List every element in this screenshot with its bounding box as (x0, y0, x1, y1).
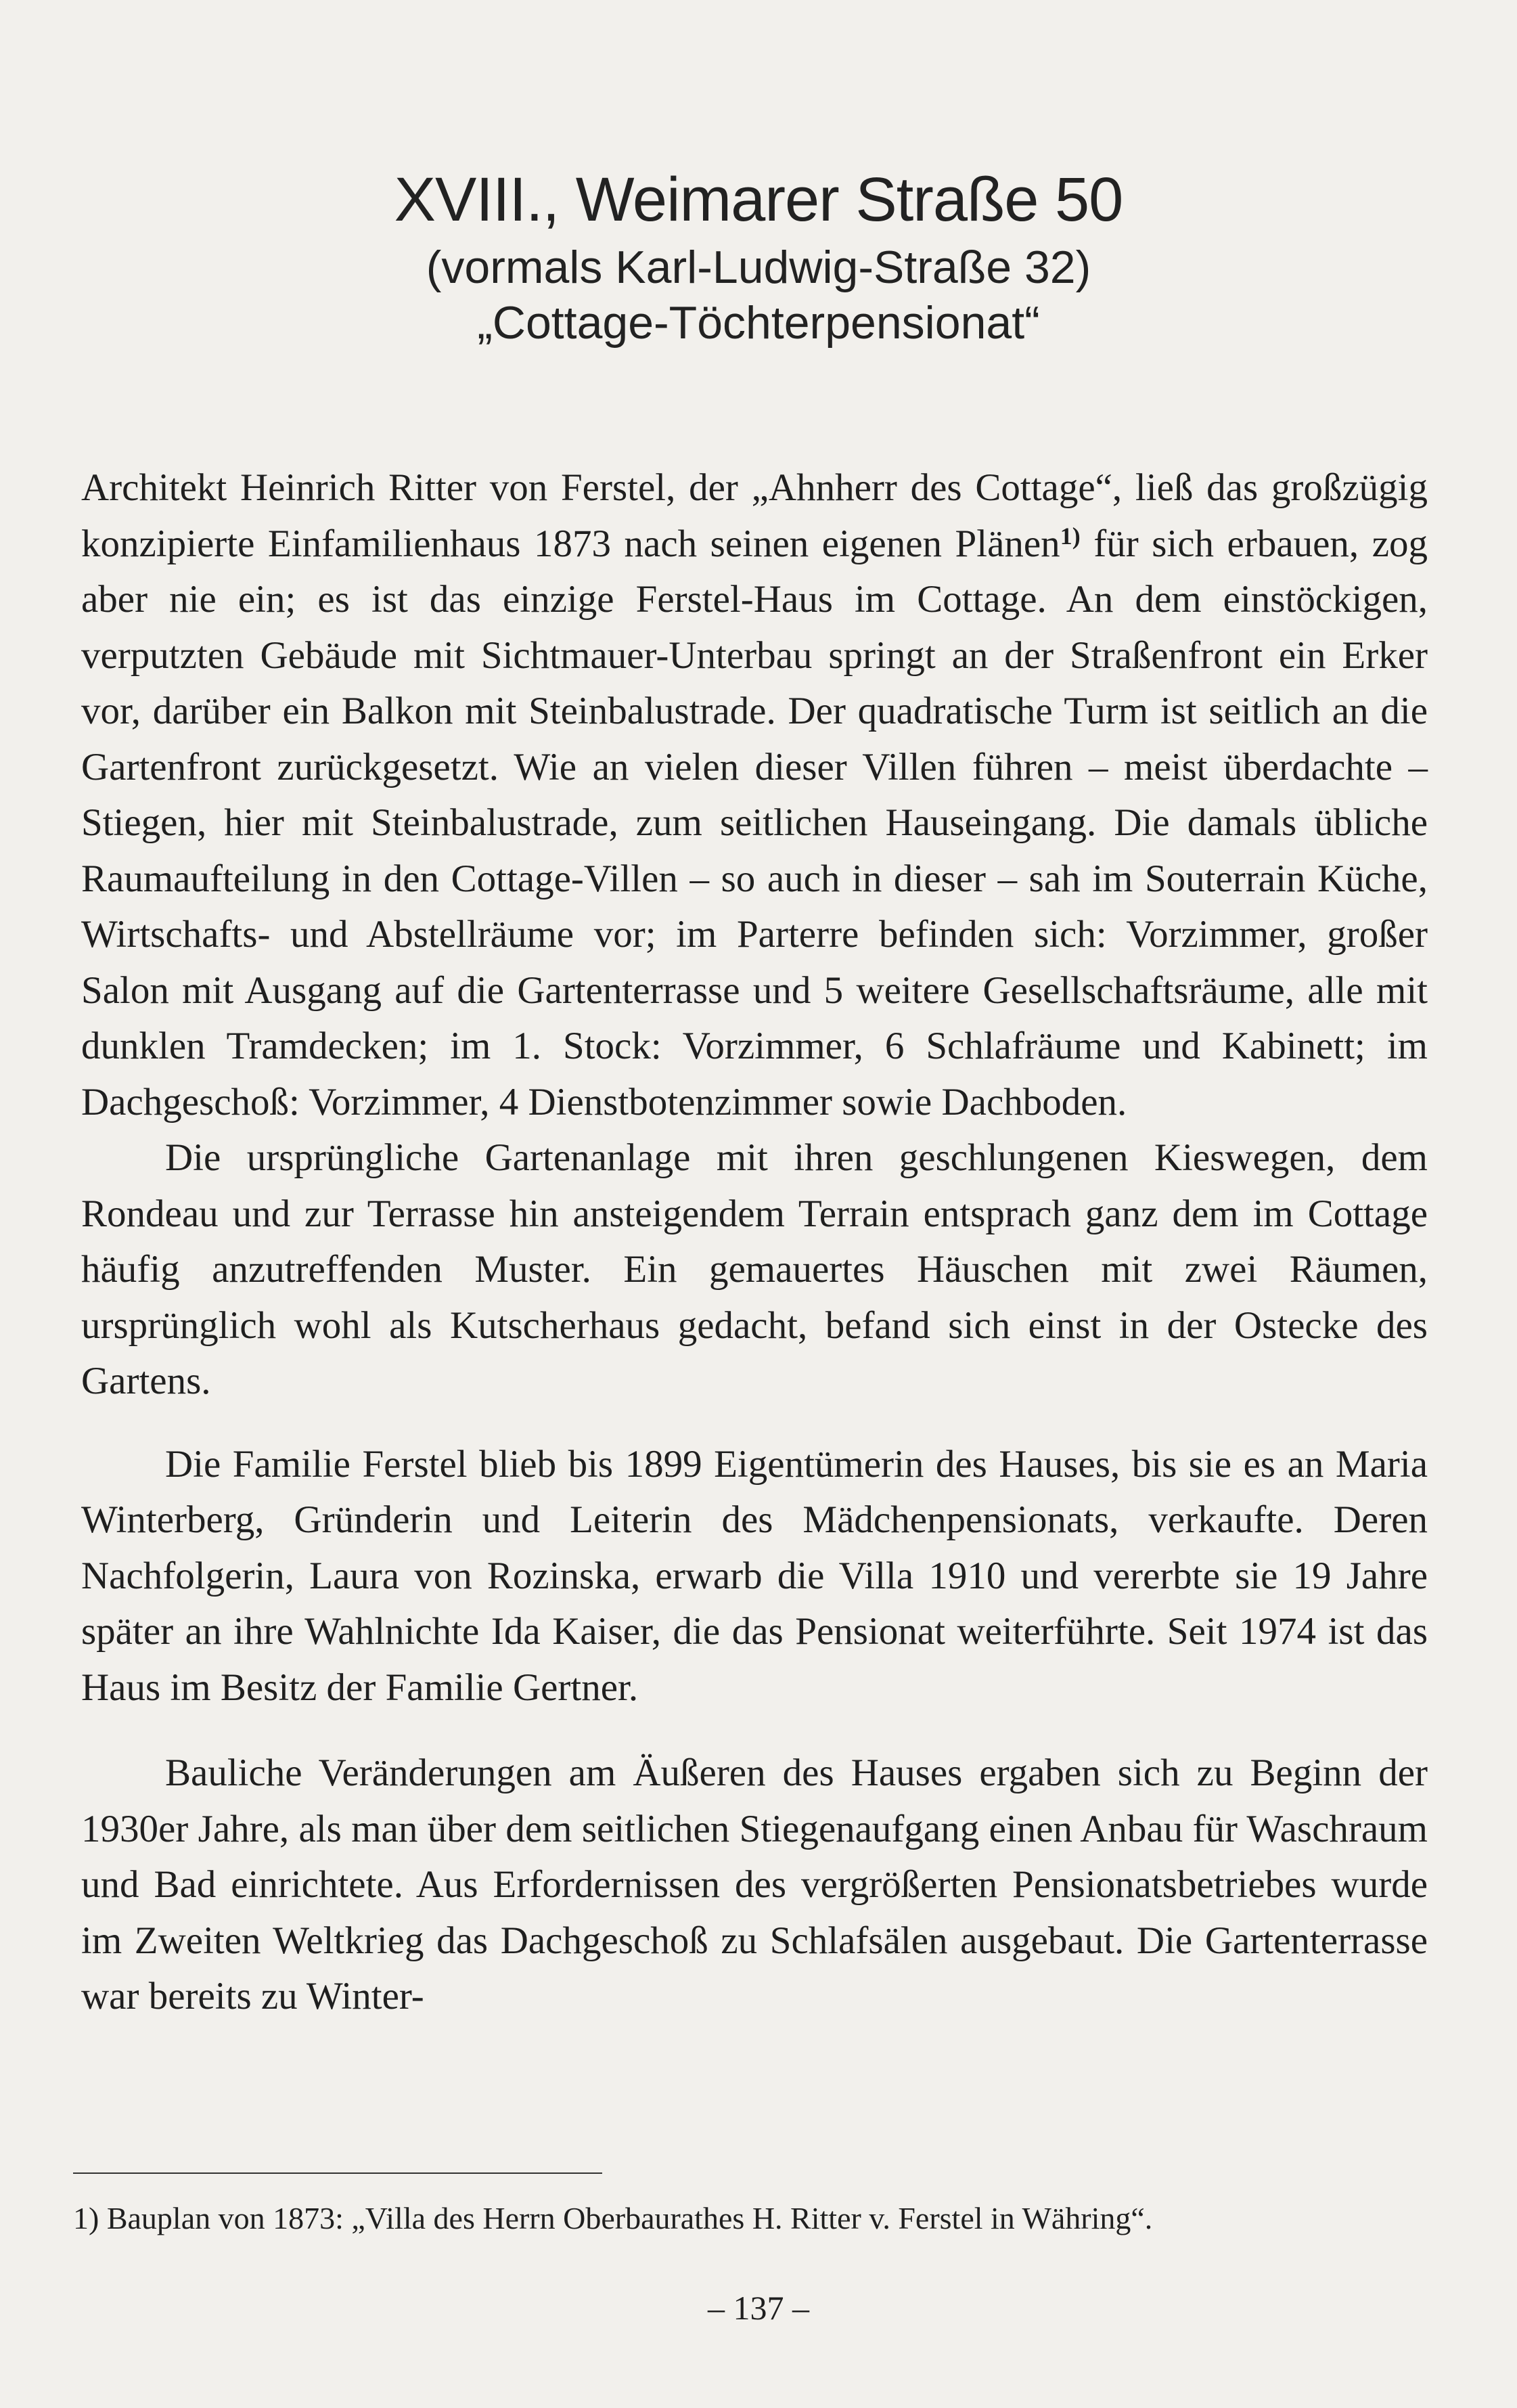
page-number: – 137 – (708, 2289, 809, 2327)
paragraph-4: Bauliche Veränderungen am Äußeren des Hauses ergaben sich zu Beginn der 1930er Jahre, als man über dem seitlichen Stiegenaufgang einen Anbau für Waschraum und Bad einrichtete. Aus Erfordernissen des vergrößerten Pensionatsbetriebes wurde im Zweiten Weltkrieg das Dachgeschoß zu Schlafsälen ausgebaut. Die Gartenterrasse war bereits zu Winter- (81, 1752, 1428, 2017)
paragraph-1-text-b: für sich erbauen, zog aber nie ein; es ist das einzige Ferstel-Haus im Cottage. An dem einstöckigen, verputzten Gebäude mit Sichtmauer-Unterbau springt an der Straßenfront ein Erker vor, darüber ein Balkon mit Steinbalustrade. Der quadratische Turm ist seitlich an die Gartenfront zurückgesetzt. Wie an vielen dieser Villen führen – meist überdachte – Stiegen, hier mit Steinbalustrade, zum seitlichen Hauseingang. Die damals übliche Raumaufteilung in den Cottage-Villen – so auch in dieser – sah im Souterrain Küche, Wirtschafts- und Abstellräume vor; im Parterre befinden sich: Vorzimmer, großer Salon mit Ausgang auf die Gartenterrasse und 5 weitere Gesellschaftsräume, alle mit dunklen Tramdecken; im 1. Stock: Vorzimmer, 6 Schlafräume und Kabinett; im Dachgeschoß: Vorzimmer, 4 Dienstbotenzimmer sowie Dachboden. (81, 522, 1428, 1123)
heading-block (0, 162, 1517, 351)
paragraph-1-text-a: Architekt Heinrich Ritter von Ferstel, der „Ahnherr des Cottage“, ließ das großzügig konzipierte Einfamilienhaus 1873 nach seinen eigenen Plänen (81, 466, 1428, 565)
page-title: XVIII., Weimarer Straße 50 (394, 165, 1123, 234)
building-nickname: „Cottage-Töchterpensionat“ (477, 297, 1040, 349)
body-text (81, 460, 1428, 2025)
paragraph-3: Die Familie Ferstel blieb bis 1899 Eigentümerin des Hauses, bis sie es an Maria Winterberg, Gründerin und Leiterin des Mädchenpensionats, verkaufte. Deren Nachfolgerin, Laura von Rozinska, erwarb die Villa 1910 und vererbte sie 19 Jahre später an ihre Wahlnichte Ida Kaiser, die das Pensionat weiterführte. Seit 1974 ist das Haus im Besitz der Familie Gertner. (81, 1442, 1428, 1709)
former-street-name: (vormals Karl-Ludwig-Straße 32) (426, 242, 1091, 293)
footnote-ref-1: 1) (1060, 522, 1081, 550)
paragraph-1 (81, 460, 1428, 1130)
footnote-divider (73, 2172, 602, 2174)
paragraph-2: Die ursprüngliche Gartenanlage mit ihren geschlungenen Kieswegen, dem Rondeau und zur Terrasse hin ansteigendem Terrain entsprach ganz dem im Cottage häufig anzutreffenden Muster. Ein gemauertes Häuschen mit zwei Räumen, ursprünglich wohl als Kutscherhaus gedacht, befand sich einst in der Ostecke des Gartens. (81, 1136, 1428, 1402)
footnote: 1) Bauplan von 1873: „Villa des Herrn Oberbaurathes H. Ritter v. Ferstel in Währing“. (73, 2201, 1153, 2235)
